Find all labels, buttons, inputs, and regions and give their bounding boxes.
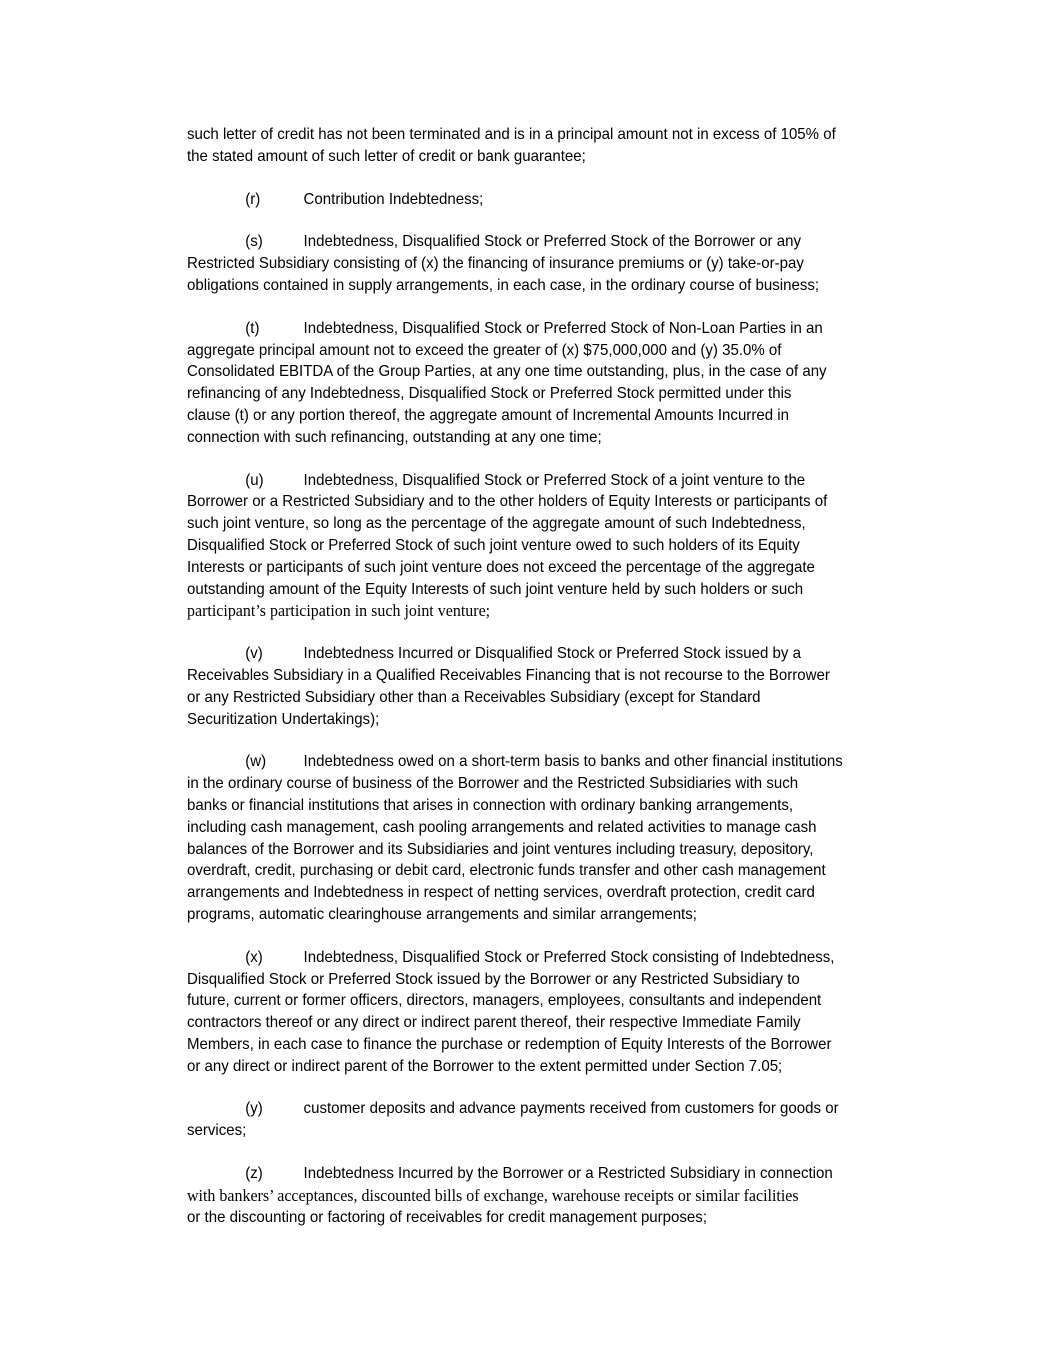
text-line: programs, automatic clearinghouse arrangements and similar arrangements; (187, 905, 697, 923)
clause-s (187, 231, 932, 296)
document-body (187, 124, 932, 1249)
text-line: future, current or former officers, directors, managers, employees, consultants and independent (187, 992, 822, 1010)
clause-first-line (187, 947, 932, 969)
clause-r (187, 189, 932, 211)
clause-label: (s) (245, 233, 263, 251)
text-line: or the discounting or factoring of receivables for credit management purposes; (187, 1208, 707, 1226)
clause-first-line (187, 1163, 932, 1185)
text-line: Indebtedness, Disqualified Stock or Preferred Stock consisting of Indebtedness, (303, 948, 835, 966)
clause-u (187, 470, 932, 623)
clause-label: (r) (245, 190, 261, 208)
text-line: Disqualified Stock or Preferred Stock issued by the Borrower or any Restricted Subsidiary to (187, 970, 800, 988)
clause-z (187, 1163, 932, 1228)
text-line: Borrower or a Restricted Subsidiary and to the other holders of Equity Interests or participants of (187, 493, 828, 511)
text-line: Contribution Indebtedness; (303, 190, 484, 208)
text-line: Indebtedness, Disqualified Stock or Preferred Stock of a joint venture to the (303, 471, 806, 489)
text-line: Disqualified Stock or Preferred Stock of such joint venture owed to such holders of its Equity (187, 536, 800, 554)
text-line: including cash management, cash pooling arrangements and related activities to manage cash (187, 818, 817, 836)
clause-first-line (187, 1098, 932, 1120)
clause-first-line (187, 470, 932, 492)
clause-first-line (187, 643, 932, 665)
clause-y (187, 1098, 932, 1142)
text-line: Indebtedness, Disqualified Stock or Preferred Stock of the Borrower or any (303, 233, 801, 251)
text-line: with bankers’ acceptances, discounted bills of exchange, warehouse receipts or similar facilities (187, 1185, 799, 1205)
text-line: Consolidated EBITDA of the Group Parties, at any one time outstanding, plus, in the case of any (187, 363, 827, 381)
clause-first-line (187, 231, 932, 253)
clause-w (187, 751, 932, 925)
clause-first-line (187, 189, 932, 211)
clause-x (187, 947, 932, 1078)
clause-t (187, 318, 932, 449)
text-line: such letter of credit has not been terminated and is in a principal amount not in excess of 105% of (187, 126, 836, 143)
clause-first-line (187, 318, 932, 340)
text-line: refinancing of any Indebtedness, Disqualified Stock or Preferred Stock permitted under this (187, 385, 792, 403)
text-line: arrangements and Indebtedness in respect of netting services, overdraft protection, credit card (187, 884, 815, 902)
text-line: Indebtedness Incurred by the Borrower or a Restricted Subsidiary in connection (303, 1165, 833, 1183)
text-line: obligations contained in supply arrangements, in each case, in the ordinary course of business; (187, 276, 820, 294)
clause-label: (u) (245, 471, 264, 489)
clause-label: (v) (245, 645, 263, 663)
text-line: aggregate principal amount not to exceed the greater of (x) $75,000,000 and (y) 35.0% of (187, 341, 782, 359)
text-line: overdraft, credit, purchasing or debit card, electronic funds transfer and other cash management (187, 862, 826, 880)
clause-label: (t) (245, 319, 260, 337)
text-line: Members, in each case to finance the purchase or redemption of Equity Interests of the Borrower (187, 1035, 832, 1053)
text-line: banks or financial institutions that arises in connection with ordinary banking arrangements, (187, 796, 794, 814)
text-line: outstanding amount of the Equity Interests of such joint venture held by such holders or such (187, 580, 804, 598)
clause-first-line (187, 751, 932, 773)
clause-label: (y) (245, 1100, 263, 1118)
text-line: in the ordinary course of business of the Borrower and the Restricted Subsidiaries with such (187, 775, 799, 793)
text-line: or any direct or indirect parent of the Borrower to the extent permitted under Section 7.05; (187, 1057, 783, 1075)
text-line: Indebtedness owed on a short-term basis to banks and other financial institutions (303, 753, 843, 771)
text-line: Receivables Subsidiary in a Qualified Receivables Financing that is not recourse to the Borrower (187, 666, 830, 684)
text-line: participant’s participation in such joint venture; (187, 601, 491, 621)
text-line: services; (187, 1122, 247, 1140)
text-line: Interests or participants of such joint venture does not exceed the percentage of the aggregate (187, 558, 815, 576)
clause-label: (z) (245, 1165, 263, 1183)
text-line: balances of the Borrower and its Subsidiaries and joint ventures including treasury, depository, (187, 840, 814, 858)
text-line: Securitization Undertakings); (187, 710, 380, 728)
text-line: connection with such refinancing, outstanding at any one time; (187, 428, 602, 446)
text-line: clause (t) or any portion thereof, the aggregate amount of Incremental Amounts Incurred in (187, 406, 789, 424)
text-line: Restricted Subsidiary consisting of (x) the financing of insurance premiums or (y) take-or-pay (187, 255, 804, 273)
text-line: contractors thereof or any direct or indirect parent thereof, their respective Immediate Family (187, 1014, 801, 1032)
text-line: customer deposits and advance payments received from customers for goods or (303, 1100, 839, 1118)
text-line: or any Restricted Subsidiary other than a Receivables Subsidiary (except for Standard (187, 688, 761, 706)
intro-paragraph (187, 124, 932, 168)
text-line: Indebtedness, Disqualified Stock or Preferred Stock of Non-Loan Parties in an (303, 319, 823, 337)
text-line: such joint venture, so long as the percentage of the aggregate amount of such Indebtedness, (187, 515, 806, 533)
text-line: the stated amount of such letter of credit or bank guarantee; (187, 147, 586, 165)
clause-v (187, 643, 932, 730)
text-line: Indebtedness Incurred or Disqualified Stock or Preferred Stock issued by a (303, 645, 801, 663)
clause-label: (w) (245, 753, 267, 771)
clause-label: (x) (245, 948, 263, 966)
